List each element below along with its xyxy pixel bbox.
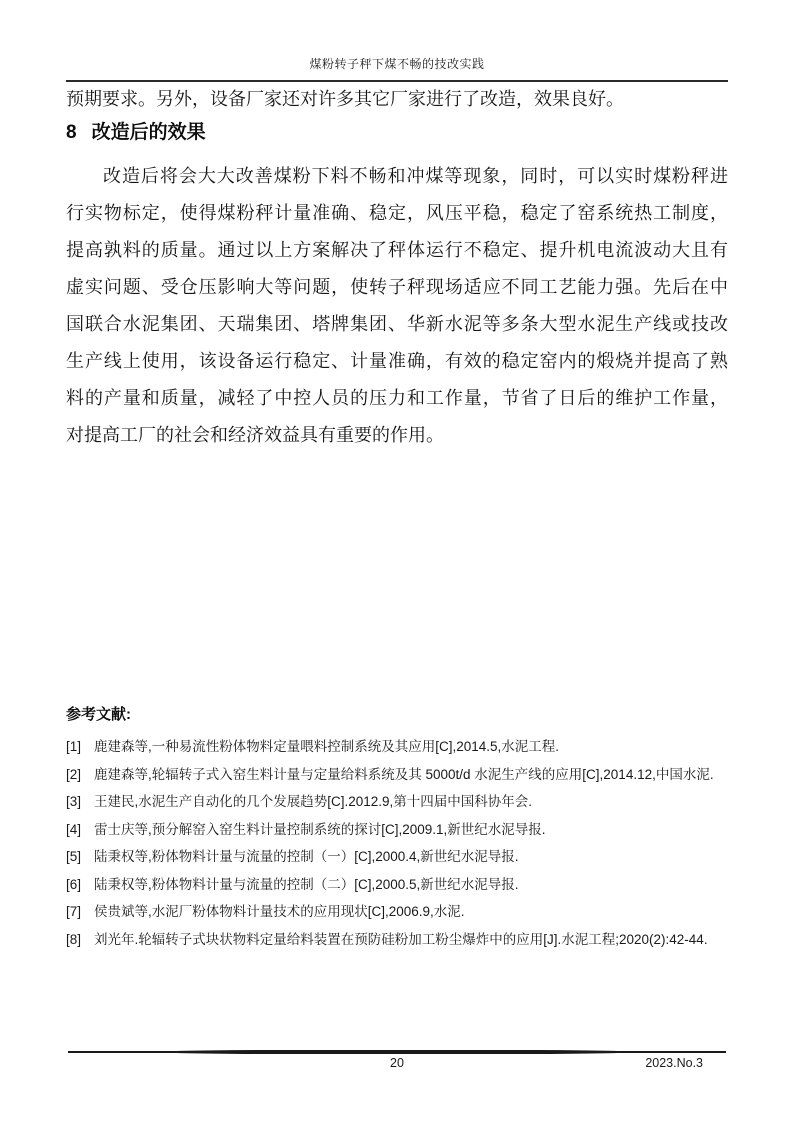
paragraph-line: 提高孰料的质量。通过以上方案解决了秤体运行不稳定、提升机电流波动大且有: [66, 240, 728, 260]
reference-item: [66, 816, 738, 844]
reference-number: [1]: [66, 739, 82, 754]
reference-number: [6]: [66, 876, 82, 892]
reference-text: 刘光年.轮辐转子式块状物料定量给料装置在预防硅粉加工粉尘爆炸中的应用[J].水泥工程;2020(2):42-44.: [94, 931, 708, 947]
reference-item: [66, 926, 738, 954]
paragraph-line: 改造后将会大大改善煤粉下料不畅和冲煤等现象，同时，可以实时煤粉秤进: [103, 166, 728, 186]
reference-text: 侯贵斌等,水泥厂粉体物料计量技术的应用现状[C],2006.9,水泥.: [94, 904, 465, 919]
header-rule: [66, 80, 728, 82]
paragraph-line: 国联合水泥集团、天瑞集团、塔牌集团、华新水泥等多条大型水泥生产线或技改: [66, 314, 728, 334]
issue-label: 2023.No.3: [645, 1056, 703, 1070]
reference-number: [3]: [66, 794, 82, 809]
references-heading: 参考文献:: [66, 706, 131, 723]
paragraph-line: 料的产量和质量，减轻了中控人员的压力和工作量，节省了日后的维护工作量，: [66, 388, 728, 408]
paragraph-line: 虚实问题、受仓压影响大等问题，使转子秤现场适应不同工艺能力强。先后在中: [66, 277, 728, 297]
reference-item: [66, 843, 738, 871]
reference-number: [5]: [66, 849, 82, 864]
reference-item: [66, 871, 738, 899]
reference-item: [66, 761, 738, 789]
reference-item: [66, 898, 738, 926]
page-number: 20: [390, 1056, 404, 1070]
reference-item: [66, 733, 738, 761]
footer-rule: [68, 1051, 726, 1053]
reference-text: 雷士庆等,预分解窑入窑生料计量控制系统的探讨[C],2009.1,新世纪水泥导报.: [94, 821, 546, 837]
reference-text: 陆秉权等,粉体物料计量与流量的控制（二）[C],2000.5,新世纪水泥导报.: [94, 876, 519, 892]
reference-text: 鹿建森等,一种易流性粉体物料定量喂料控制系统及其应用[C],2014.5,水泥工程.: [94, 739, 560, 754]
reference-number: [7]: [66, 904, 82, 919]
section-heading: [66, 117, 728, 144]
reference-text: 鹿建森等,轮辐转子式入窑生料计量与定量给料系统及其 5000t/d 水泥生产线的应用[C],2014.12,中国水泥.: [94, 766, 714, 782]
paragraph-line: 对提高工厂的社会和经济效益具有重要的作用。: [66, 425, 444, 445]
reference-number: [2]: [66, 766, 82, 782]
section-title: 改造后的效果: [91, 122, 206, 143]
continued-paragraph: 预期要求。另外，设备厂家还对许多其它厂家进行了改造，效果良好。: [66, 89, 624, 109]
reference-text: 陆秉权等,粉体物料计量与流量的控制（一）[C],2000.4,新世纪水泥导报.: [94, 849, 519, 864]
reference-number: [8]: [66, 931, 82, 947]
running-header-title: 煤粉转子秤下煤不畅的技改实践: [309, 57, 485, 71]
references-list: [66, 733, 738, 953]
main-paragraph: [66, 158, 728, 454]
section-number: 8: [66, 122, 77, 143]
paragraph-line: 生产线上使用，该设备运行稳定、计量准确，有效的稳定窑内的煅烧并提高了熟: [66, 351, 728, 371]
paragraph-line: 行实物标定，使得煤粉秤计量准确、稳定，风压平稳，稳定了窑系统热工制度，: [66, 203, 728, 223]
reference-item: [66, 788, 738, 816]
reference-text: 王建民,水泥生产自动化的几个发展趋势[C].2012.9,第十四届中国科协年会.: [94, 794, 533, 809]
references-section: [66, 703, 738, 953]
reference-number: [4]: [66, 821, 82, 837]
